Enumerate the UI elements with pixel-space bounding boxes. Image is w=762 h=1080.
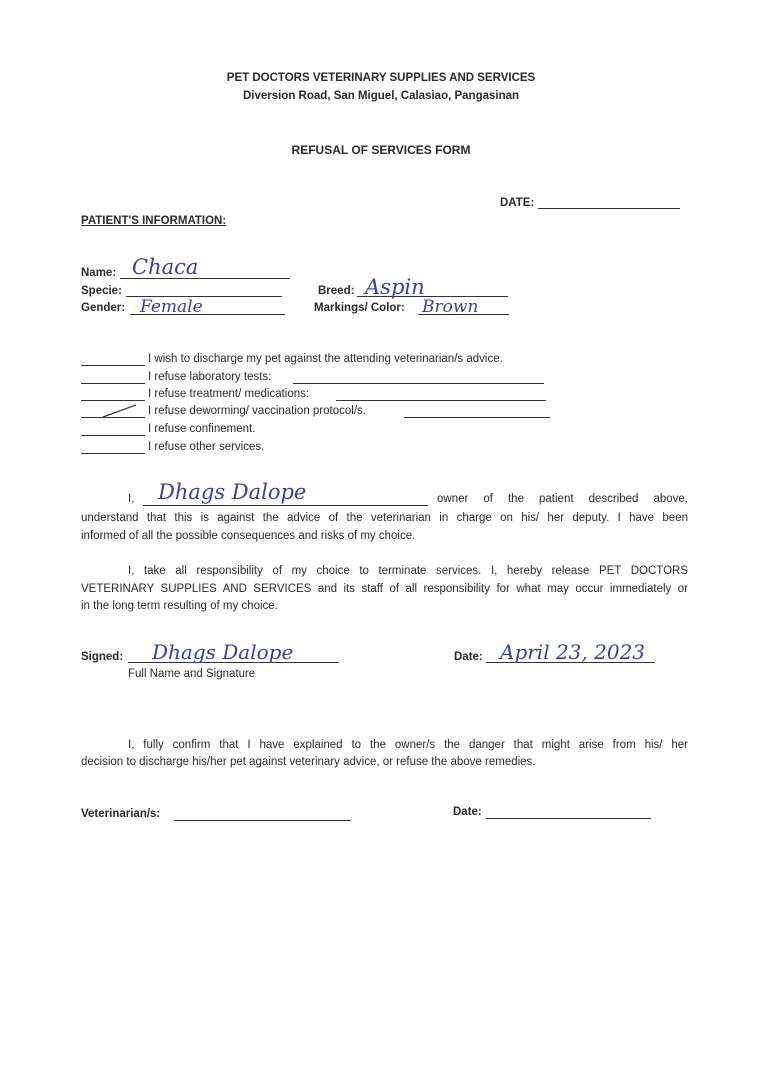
company-address: Diversion Road, San Miguel, Calasiao, Pangasinan	[242, 90, 520, 102]
veterinarian-line[interactable]	[174, 820, 351, 821]
markings-value: Brown	[422, 297, 479, 317]
option-detail-line[interactable]	[293, 383, 544, 384]
full-name-caption: Full Name and Signature	[128, 668, 256, 680]
statement2-line1: I, take all responsibility of my choice to terminate services. I, hereby release PET DOCTORS	[128, 565, 688, 577]
statement2-line3: in the long term resulting of my choice.	[81, 600, 278, 612]
signature-date-label: Date:	[454, 651, 483, 663]
statement3-line1: I, fully confirm that I have explained to the owner/s the danger that might arise from his/ her	[128, 739, 688, 751]
signed-label: Signed:	[81, 651, 124, 663]
specie-label: Specie:	[81, 285, 122, 297]
veterinarian-date-line[interactable]	[486, 818, 651, 819]
breed-value: Aspin	[365, 275, 425, 299]
owner-name-line[interactable]	[143, 505, 428, 506]
date-label: DATE:	[500, 197, 535, 209]
option-check-line[interactable]	[81, 435, 145, 436]
veterinarian-label: Veterinarian/s:	[81, 808, 161, 820]
option-check-line[interactable]	[81, 453, 145, 454]
option-detail-line[interactable]	[336, 400, 546, 401]
option-check-line[interactable]	[81, 365, 145, 366]
option-text: I refuse confinement.	[148, 423, 256, 435]
name-value: Chaca	[132, 255, 199, 279]
breed-label: Breed:	[318, 285, 355, 297]
statement1-after-name: owner of the patient described above,	[437, 493, 688, 505]
gender-value: Female	[140, 297, 203, 317]
statement1-prefix: I,	[128, 493, 135, 505]
patient-section-title: PATIENT'S INFORMATION:	[81, 215, 227, 227]
name-label: Name:	[81, 267, 117, 279]
statement3-line2: decision to discharge his/her pet against veterinary advice, or refuse the above remedies.	[81, 756, 536, 768]
option-text: I wish to discharge my pet against the attending veterinarian/s advice.	[148, 353, 503, 365]
gender-label: Gender:	[81, 302, 126, 314]
statement1-line3: informed of all the possible consequences and risks of my choice.	[81, 530, 416, 542]
statement1-line2: understand that this is against the advice of the veterinarian in charge on his/ her deputy. I have been	[81, 512, 688, 524]
option-check-line[interactable]	[81, 400, 145, 401]
company-name: PET DOCTORS VETERINARY SUPPLIES AND SERVICES	[226, 72, 536, 84]
option-text: I refuse other services.	[148, 441, 265, 453]
date-line[interactable]	[538, 208, 680, 209]
veterinarian-date-label: Date:	[453, 806, 482, 818]
option-detail-line[interactable]	[404, 417, 550, 418]
option-text: I refuse laboratory tests:	[148, 371, 272, 383]
owner-name-value: Dhags Dalope	[158, 480, 307, 504]
form-title: REFUSAL OF SERVICES FORM	[291, 143, 471, 157]
signed-value: Dhags Dalope	[152, 640, 294, 664]
checkmark-icon	[100, 403, 140, 419]
signature-date-value: April 23, 2023	[500, 640, 646, 664]
option-text: I refuse treatment/ medications:	[148, 388, 310, 400]
statement2-line2: VETERINARY SUPPLIES AND SERVICES and its staff of all responsibility for what may occur immediately or	[81, 583, 688, 595]
option-check-line[interactable]	[81, 383, 145, 384]
markings-label: Markings/ Color:	[314, 302, 405, 314]
option-text: I refuse deworming/ vaccination protocol/s.	[148, 405, 366, 417]
